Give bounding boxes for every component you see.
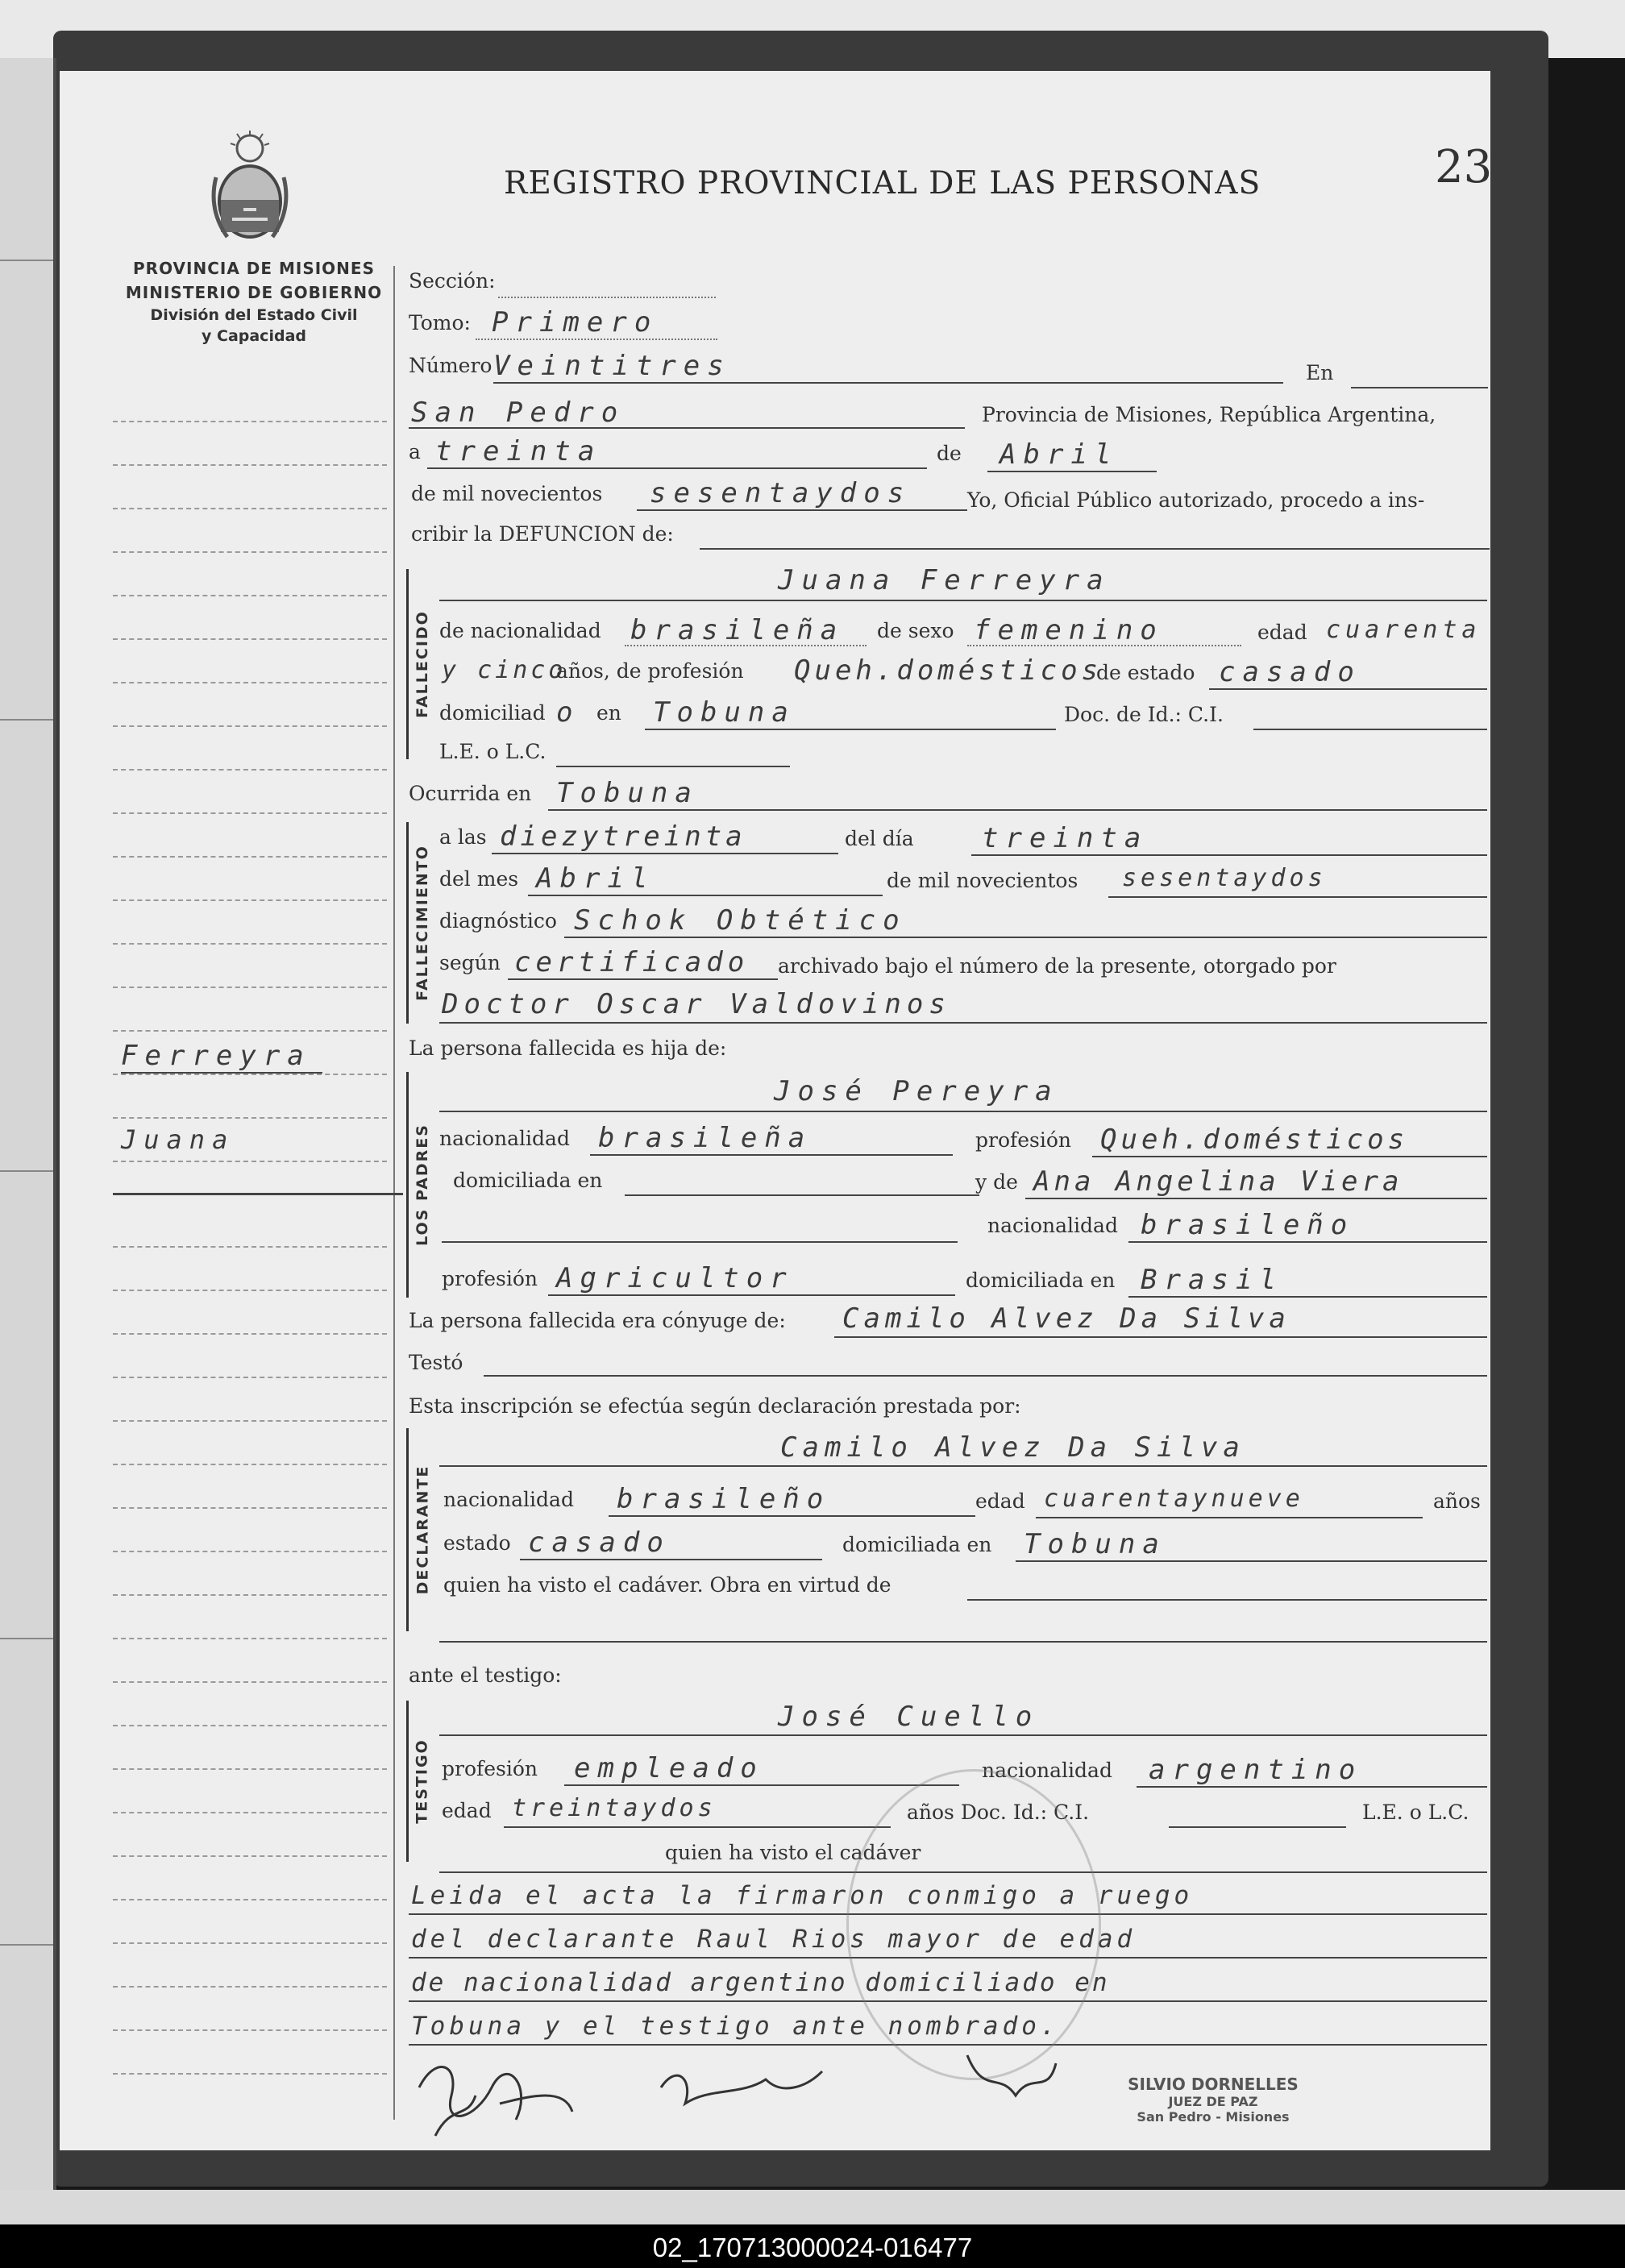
- margin-given-name: Juana: [121, 1124, 235, 1155]
- division-subtitle: y Capacidad: [202, 327, 306, 345]
- madre-profesion-value: Agricultor: [556, 1262, 794, 1294]
- declarante-blank-line: [439, 1641, 1487, 1643]
- diagnostico-field: [564, 937, 1487, 938]
- segun-label: según: [439, 951, 501, 974]
- padre-profesion-value: Queh.domésticos: [1100, 1124, 1409, 1156]
- anio-field: [637, 509, 967, 511]
- testigo-intro: ante el testigo:: [409, 1664, 562, 1687]
- numero-label: Número: [409, 354, 492, 377]
- en-label: En: [1306, 361, 1334, 384]
- testigo-edad-label: edad: [442, 1799, 492, 1822]
- sexo-label: de sexo: [877, 619, 954, 642]
- madre-name: Ana Angelina Viera: [1033, 1165, 1403, 1198]
- fallecimiento-anio-value: sesentaydos: [1122, 864, 1327, 892]
- declarante-edad-field: [1036, 1517, 1423, 1518]
- dia-value: treinta: [435, 435, 602, 467]
- declarante-estado-field: [520, 1559, 822, 1560]
- declarante-name-line: [439, 1465, 1487, 1467]
- testigo-edad-field: [504, 1826, 891, 1828]
- edad-value-1: cuarenta: [1326, 616, 1482, 644]
- ocurrida-field: [548, 809, 1487, 811]
- profesion-value: Queh.domésticos: [794, 654, 1103, 687]
- declarante-estado-label: estado: [443, 1531, 511, 1555]
- page-number: 23: [1435, 141, 1493, 193]
- ministry-name: MINISTERIO DE GOBIERNO: [125, 283, 383, 302]
- testigo-edad-value: treintaydos: [512, 1794, 717, 1822]
- declarante-nacionalidad-value: brasileño: [617, 1483, 831, 1515]
- seccion-label: Sección:: [409, 269, 496, 293]
- declarante-intro: Esta inscripción se efectúa según declaración prestada por:: [409, 1394, 1021, 1418]
- fallecimiento-section-label: FALLECIMIENTO: [406, 822, 436, 1024]
- de-label: de: [937, 442, 962, 465]
- anio-value: sesentaydos: [650, 477, 912, 509]
- previous-page-edge: [0, 58, 56, 2190]
- domicilio-field: [645, 729, 1056, 730]
- padre-nacionalidad-value: brasileña: [598, 1122, 812, 1154]
- image-identifier: 02_170713000024-016477: [652, 2233, 973, 2262]
- declarante-domicilio-field: [1016, 1560, 1487, 1562]
- madre-domicilio-label: domiciliada en: [966, 1269, 1116, 1292]
- fallecimiento-mil-label: de mil novecientos: [887, 869, 1078, 892]
- segun-value: certificado: [514, 946, 750, 978]
- madre-domicilio-field: [1128, 1296, 1487, 1298]
- division-name: División del Estado Civil: [150, 306, 358, 324]
- declarante-visto-label: quien ha visto el cadáver. Obra en virtud de: [443, 1573, 891, 1597]
- fallecido-nacionalidad-field: [625, 645, 867, 646]
- handwritten-signatures: [403, 2039, 1064, 2152]
- inscribir-field: [700, 548, 1490, 550]
- page-title: REGISTRO PROVINCIAL DE LAS PERSONAS: [504, 165, 1261, 201]
- ocurrida-value: Tobuna: [556, 777, 699, 809]
- note-line-3: de nacionalidad argentino domiciliado en: [411, 1968, 1110, 1997]
- declarante-estado-value: casado: [528, 1527, 671, 1559]
- fallecimiento-mes-value: Abril: [536, 862, 655, 895]
- padres-intro: La persona fallecida es hija de:: [409, 1036, 727, 1060]
- estado-value: casado: [1219, 656, 1361, 688]
- doctor-field: [439, 1022, 1487, 1024]
- tomo-value: Primero: [492, 306, 659, 339]
- padre-domicilio-field: [625, 1194, 979, 1196]
- numero-value: Veintitres: [493, 350, 731, 382]
- doc-field: [1253, 729, 1487, 730]
- testigo-profesion-field: [564, 1784, 959, 1786]
- declarante-edad-label: edad: [975, 1489, 1025, 1513]
- mes-value: Abril: [1000, 438, 1119, 471]
- fallecido-name-line: [439, 600, 1487, 601]
- madre-profesion-label: profesión: [442, 1267, 538, 1290]
- padre-name-line: [439, 1111, 1487, 1112]
- testigo-nacionalidad-label: nacionalidad: [982, 1759, 1112, 1782]
- issuer-header: [105, 256, 403, 347]
- doc-label: Doc. de Id.: C.I.: [1064, 703, 1224, 726]
- domiciliado-label: domiciliad: [439, 701, 546, 725]
- fallecido-name: Juana Ferreyra: [778, 564, 1111, 596]
- fallecido-section-label: FALLECIDO: [406, 569, 436, 759]
- fallecimiento-dia-field: [971, 854, 1487, 856]
- lugar-value: San Pedro: [411, 397, 625, 429]
- margin-name-underline: [113, 1193, 403, 1195]
- mes-field: [987, 471, 1157, 472]
- declarante-anios-label: años: [1433, 1489, 1481, 1513]
- note-line-2: del declarante Raul Rios mayor de edad: [411, 1925, 1137, 1954]
- seccion-field: [498, 297, 716, 298]
- a-label: a: [409, 440, 421, 463]
- madre-name-field: [1025, 1198, 1487, 1199]
- testigo-name-line: [439, 1734, 1487, 1736]
- declarante-edad-value: cuarentaynueve: [1044, 1485, 1304, 1513]
- judge-title: JUEZ DE PAZ: [1168, 2094, 1258, 2109]
- hora-field: [492, 853, 838, 854]
- diagnostico-label: diagnóstico: [439, 909, 557, 933]
- en-field: [1351, 387, 1488, 388]
- declarante-section-label: DECLARANTE: [406, 1428, 436, 1631]
- testigo-profesion-value: empleado: [574, 1752, 764, 1784]
- madre-domicilio-value: Brasil: [1141, 1264, 1283, 1296]
- diagnostico-value: Schok Obtético: [574, 904, 907, 937]
- testigo-doc-field: [1169, 1826, 1346, 1828]
- segun-field: [508, 978, 778, 980]
- note-line-4: Tobuna y el testigo ante nombrado.: [411, 2012, 1060, 2041]
- del-mes-label: del mes: [439, 867, 519, 891]
- numero-field: [493, 382, 1283, 384]
- profesion-label: años, de profesión: [556, 659, 744, 683]
- official-seal-stamp: [846, 1769, 1101, 2080]
- obra-field: [967, 1599, 1487, 1601]
- domicilio-en-label: en: [596, 701, 621, 725]
- fallecimiento-mes-field: [528, 895, 883, 896]
- estado-label: de estado: [1096, 661, 1195, 684]
- testigo-le-label: L.E. o L.C.: [1362, 1801, 1469, 1824]
- fallecido-nacionalidad-label: de nacionalidad: [439, 619, 601, 642]
- oficial-text: Yo, Oficial Público autorizado, procedo a ins-: [967, 488, 1425, 512]
- madre-nacionalidad-field: [1128, 1241, 1487, 1243]
- fallecimiento-dia-value: treinta: [982, 822, 1149, 854]
- edad-label: edad: [1257, 621, 1307, 644]
- dia-field: [427, 467, 927, 469]
- padre-nacionalidad-label: nacionalidad: [439, 1127, 570, 1150]
- testigo-profesion-label: profesión: [442, 1757, 538, 1780]
- declarante-nacionalidad-label: nacionalidad: [443, 1488, 574, 1511]
- declarante-name: Camilo Alvez Da Silva: [780, 1431, 1245, 1464]
- tomo-label: Tomo:: [409, 311, 471, 334]
- fallecido-nacionalidad-value: brasileña: [630, 614, 845, 646]
- madre-profesion-field: [548, 1294, 955, 1296]
- ocurrida-label: Ocurrida en: [409, 782, 532, 805]
- testigo-name: José Cuello: [778, 1701, 1040, 1733]
- sexo-field: [967, 645, 1241, 646]
- conyuge-label: La persona fallecida era cónyuge de:: [409, 1309, 786, 1332]
- fallecimiento-anio-field: [1108, 896, 1487, 898]
- judge-stamp: [1080, 2075, 1346, 2125]
- padre-profesion-field: [1092, 1156, 1487, 1157]
- inscribir-text: cribir la DEFUNCION de:: [411, 522, 674, 546]
- padre-domiciliada-label: domiciliada en: [453, 1169, 603, 1192]
- tomo-field: [476, 339, 717, 340]
- padre-profesion-label: profesión: [975, 1128, 1072, 1152]
- hora-value: diezytreinta: [500, 820, 746, 853]
- archivado-text: archivado bajo el número de la presente, otorgado por: [778, 954, 1336, 978]
- testigo-visto-label: quien ha visto el cadáver: [665, 1841, 921, 1864]
- declarante-domiciliada-label: domiciliada en: [842, 1533, 992, 1556]
- note-line-1: Leida el acta la firmaron conmigo a ruego: [411, 1881, 1194, 1910]
- domicilio-value: Tobuna: [653, 696, 796, 729]
- conyuge-value: Camilo Alvez Da Silva: [842, 1302, 1290, 1335]
- province-name: PROVINCIA DE MISIONES: [133, 259, 375, 278]
- padres-section-label: LOS PADRES: [406, 1072, 436, 1298]
- madre-nacionalidad-label: nacionalidad: [987, 1214, 1118, 1237]
- padre-nacionalidad-field: [590, 1154, 953, 1156]
- estado-field: [1209, 688, 1487, 690]
- margin-surname: Ferreyra: [121, 1040, 311, 1072]
- le-label: L.E. o L.C.: [439, 740, 547, 763]
- declarante-domicilio-value: Tobuna: [1024, 1528, 1166, 1560]
- testigo-nacionalidad-field: [1137, 1786, 1487, 1788]
- edad-value-2: y cinco: [442, 656, 567, 684]
- sexo-value: femenino: [974, 614, 1164, 646]
- testigo-nacionalidad-value: argentino: [1149, 1754, 1363, 1786]
- doctor-value: Doctor Oscar Valdovinos: [442, 988, 951, 1020]
- testigo-section-label: TESTIGO: [406, 1701, 436, 1862]
- testo-field: [484, 1375, 1487, 1377]
- y-de-label: y de: [975, 1170, 1018, 1194]
- testigo-doc-label: años Doc. Id.: C.I.: [907, 1801, 1090, 1824]
- le-field: [556, 766, 790, 767]
- padres-blank-line: [442, 1241, 958, 1243]
- margin-surname-underline: [121, 1072, 322, 1074]
- conyuge-field: [834, 1336, 1487, 1338]
- lugar-field: [409, 427, 965, 429]
- judge-name: SILVIO DORNELLES: [1128, 2075, 1299, 2094]
- a-las-label: a las: [439, 825, 487, 849]
- padre-name: José Pereyra: [774, 1075, 1059, 1107]
- testo-label: Testó: [409, 1351, 463, 1374]
- mil-label: de mil novecientos: [411, 482, 603, 505]
- domiciliado-suffix: o: [556, 696, 575, 729]
- provincia-label: Provincia de Misiones, República Argentina,: [982, 403, 1436, 426]
- declarante-nacionalidad-field: [609, 1515, 975, 1517]
- national-coat-of-arms-icon: [208, 129, 292, 243]
- del-dia-label: del día: [845, 827, 914, 850]
- madre-nacionalidad-value: brasileño: [1141, 1209, 1355, 1241]
- judge-location: San Pedro - Misiones: [1137, 2109, 1290, 2125]
